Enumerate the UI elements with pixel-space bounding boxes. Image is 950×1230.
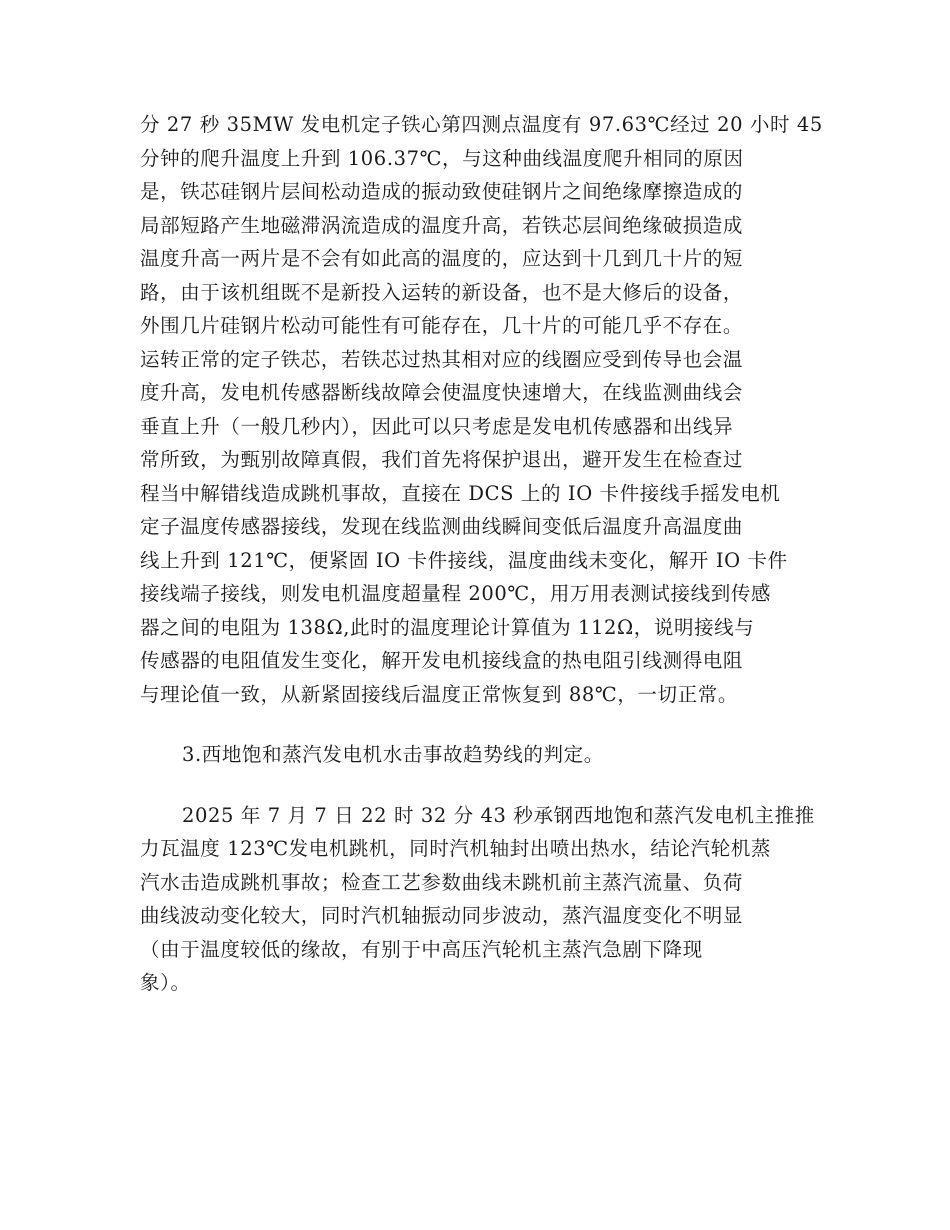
paragraph-spacer <box>140 772 810 799</box>
paragraph-spacer <box>140 711 810 738</box>
text-line: 2025 年 7 月 7 日 22 时 32 分 43 秒承钢西地饱和蒸汽发电机主推推 <box>182 803 815 827</box>
text-line: 程当中解错线造成跳机事故，直接在 DCS 上的 IO 卡件接线手摇发电机 <box>140 481 781 505</box>
text-line: 汽水击造成跳机事故；检查工艺参数曲线未跳机前主蒸汽流量、负荷 <box>140 870 744 894</box>
text-line: 度升高，发电机传感器断线故障会使温度快速增大，在线监测曲线会 <box>140 381 744 404</box>
text-line: 与理论值一致，从新紧固接线后温度正常恢复到 88℃，一切正常。 <box>140 682 738 706</box>
text-line: 常所致，为甄别故障真假，我们首先将保护退出，避开发生在检查过 <box>140 448 744 471</box>
text-line: 传感器的电阻值发生变化，解开发电机接线盒的热电阻引线测得电阻 <box>140 649 744 672</box>
text-line: （由于温度较低的缘故，有别于中高压汽轮机主蒸汽急剧下降现 <box>140 937 703 961</box>
text-line: 外围几片硅钢片松动可能性有可能存在，几十片的可能几乎不存在。 <box>140 314 744 337</box>
text-line: 运转正常的定子铁芯，若铁芯过热其相对应的线圈应受到传导也会温 <box>140 347 744 371</box>
text-line: 线上升到 121℃，便紧固 IO 卡件接线，温度曲线未变化，解开 IO 卡件 <box>140 548 788 572</box>
heading-text: 3.西地饱和蒸汽发电机水击事故趋势线的判定。 <box>182 743 604 766</box>
text-line: 定子温度传感器接线，发现在线监测曲线瞬间变低后温度升高温度曲 <box>140 515 744 538</box>
text-line: 接线端子接线，则发电机温度超量程 200℃，用万用表测试接线到传感 <box>140 582 772 605</box>
text-line: 象）。 <box>140 971 191 994</box>
text-line: 局部短路产生地磁滞涡流造成的温度升高，若铁芯层间绝缘破损造成 <box>140 213 744 237</box>
text-line: 路，由于该机组既不是新投入运转的新设备，也不是大修后的设备， <box>140 280 744 304</box>
text-line: 曲线波动变化较大，同时汽机轴振动同步波动，蒸汽温度变化不明显 <box>140 904 744 927</box>
document-page <box>140 108 823 1000</box>
text-line: 是，铁芯硅钢片层间松动造成的振动致使硅钢片之间绝缘摩擦造成的 <box>140 180 744 203</box>
section-heading-3 <box>140 738 810 772</box>
text-line: 分 27 秒 35MW 发电机定子铁心第四测点温度有 97.63℃经过 20 小时 45 <box>140 113 823 136</box>
text-line: 力瓦温度 123℃发电机跳机，同时汽机轴封出喷出热水，结论汽轮机蒸 <box>140 837 772 860</box>
text-line: 温度升高一两片是不会有如此高的温度的，应达到十几到几十片的短 <box>140 247 744 270</box>
text-line: 垂直上升（一般几秒内），因此可以只考虑是发电机传感器和出线异 <box>140 414 734 438</box>
text-line: 器之间的电阻为 138Ω,此时的温度理论计算值为 112Ω，说明接线与 <box>140 615 755 639</box>
paragraph-water-hammer <box>140 799 815 1000</box>
text-line: 分钟的爬升温度上升到 106.37℃，与这种曲线温度爬升相同的原因 <box>140 146 744 170</box>
paragraph-stator-temperature <box>140 108 823 711</box>
